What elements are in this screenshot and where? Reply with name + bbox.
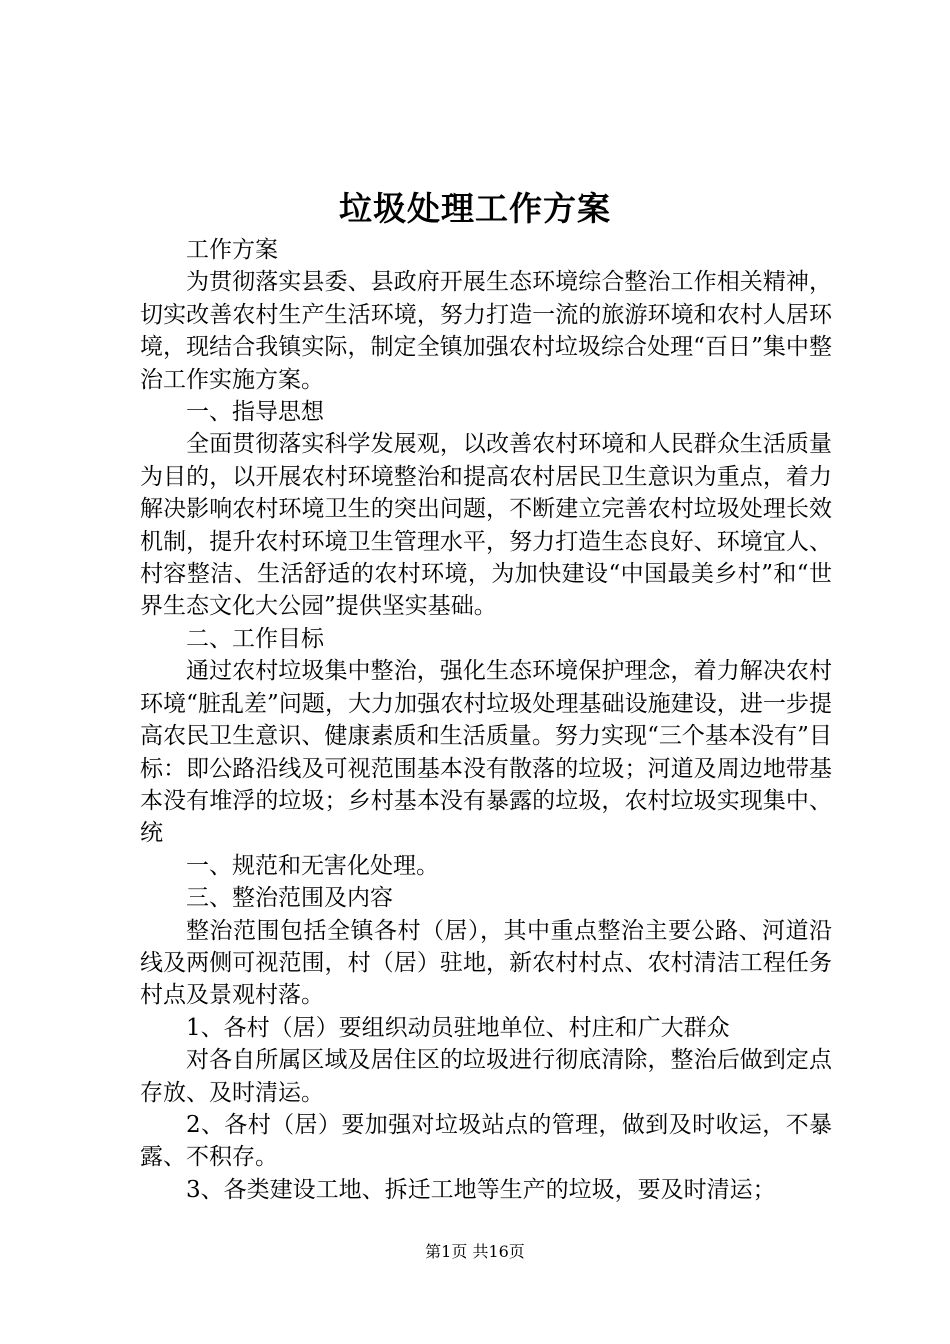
section-heading: 一、指导思想 [186,399,324,426]
document-title: 垃圾处理工作方案 [339,189,611,228]
paragraph: 整治范围包括全镇各村（居），其中重点整治主要公路、河道沿线及两侧可视范围，村（居）驻地，新农村村点、农村清洁工程任务村点及景观村落。 [140,917,832,1009]
list-item: 1、各村（居）要组织动员驻地单位、村庄和广大群众 [186,1014,730,1041]
paragraph: 全面贯彻落实科学发展观，以改善农村环境和人民群众生活质量为目的，以开展农村环境整治和提高农村居民卫生意识为重点，着力解决影响农村环境卫生的突出问题，不断建立完善农村垃圾处理长效机制，提升农村环境卫生管理水平，努力打造生态良好、环境宜人、村容整洁、生活舒适的农村环境，为加快建设“中国最美乡村”和“世界生态文化大公园”提供坚实基础。 [140,431,832,620]
section-heading: 二、工作目标 [186,625,324,652]
document-body [140,234,832,1206]
paragraph: 工作方案 [186,237,278,263]
paragraph: 通过农村垃圾集中整治，强化生态环境保护理念，着力解决农村环境“脏乱差”问题，大力加强农村垃圾处理基础设施建设，进一步提高农民卫生意识、健康素质和生活质量。努力实现“三个基本没有”目标：即公路沿线及可视范围基本没有散落的垃圾；河道及周边地带基本没有堆浮的垃圾；乡村基本没有暴露的垃圾，农村垃圾实现集中、统 [140,658,832,847]
paragraph: 一、规范和无害化处理。 [186,852,439,879]
paragraph: 为贯彻落实县委、县政府开展生态环境综合整治工作相关精神，切实改善农村生产生活环境，努力打造一流的旅游环境和农村人居环境，现结合我镇实际，制定全镇加强农村垃圾综合处理“百日”集中整治工作实施方案。 [140,269,832,393]
list-item: 2、各村（居）要加强对垃圾站点的管理，做到及时收运，不暴露、不积存。 [140,1111,832,1171]
page-footer: 第1页 共16页 [425,1242,525,1261]
paragraph: 对各自所属区域及居住区的垃圾进行彻底清除，整治后做到定点存放、及时清运。 [140,1047,832,1106]
section-heading: 三、整治范围及内容 [186,885,393,912]
list-item: 3、各类建设工地、拆迁工地等生产的垃圾，要及时清运； [186,1176,776,1203]
